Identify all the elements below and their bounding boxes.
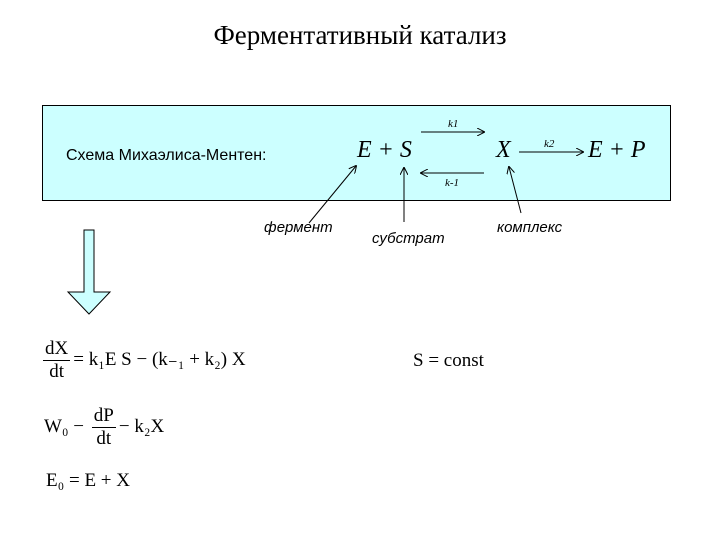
equation-e0: E₀ = E + X	[46, 470, 130, 491]
equation-dx-dt: $\frac{dX}{dt}$ = k₁E S − (k₋₁ + k₂) X	[45, 338, 246, 382]
label-substrate: субстрат	[372, 230, 445, 247]
rate-constant-k2: k2	[544, 138, 555, 150]
label-complex: комплекс	[497, 219, 563, 236]
products: E + P	[588, 137, 646, 163]
fraction-dp-dt: $\frac{dP}{dt}$	[93, 405, 114, 449]
reactants: E + S	[357, 137, 412, 163]
equation-w0: W₀ − $\frac{dP}{dt}$ − k₂X	[44, 405, 165, 449]
down-block-arrow	[68, 230, 110, 314]
fraction-dx-dt: $\frac{dX}{dt}$	[45, 338, 69, 382]
label-enzyme: фермент	[264, 219, 333, 236]
complex-pointer	[509, 167, 521, 213]
scheme-label: Схема Михаэлиса-Ментен:	[66, 147, 267, 164]
equation-s-const: S = const	[413, 350, 484, 371]
rate-constant-k-minus1: k-1	[445, 177, 460, 189]
enzyme-pointer	[309, 166, 356, 223]
complex-symbol: X	[496, 137, 511, 163]
rate-constant-k1: k1	[448, 118, 459, 130]
slide-title: Ферментативный катализ	[213, 20, 507, 50]
